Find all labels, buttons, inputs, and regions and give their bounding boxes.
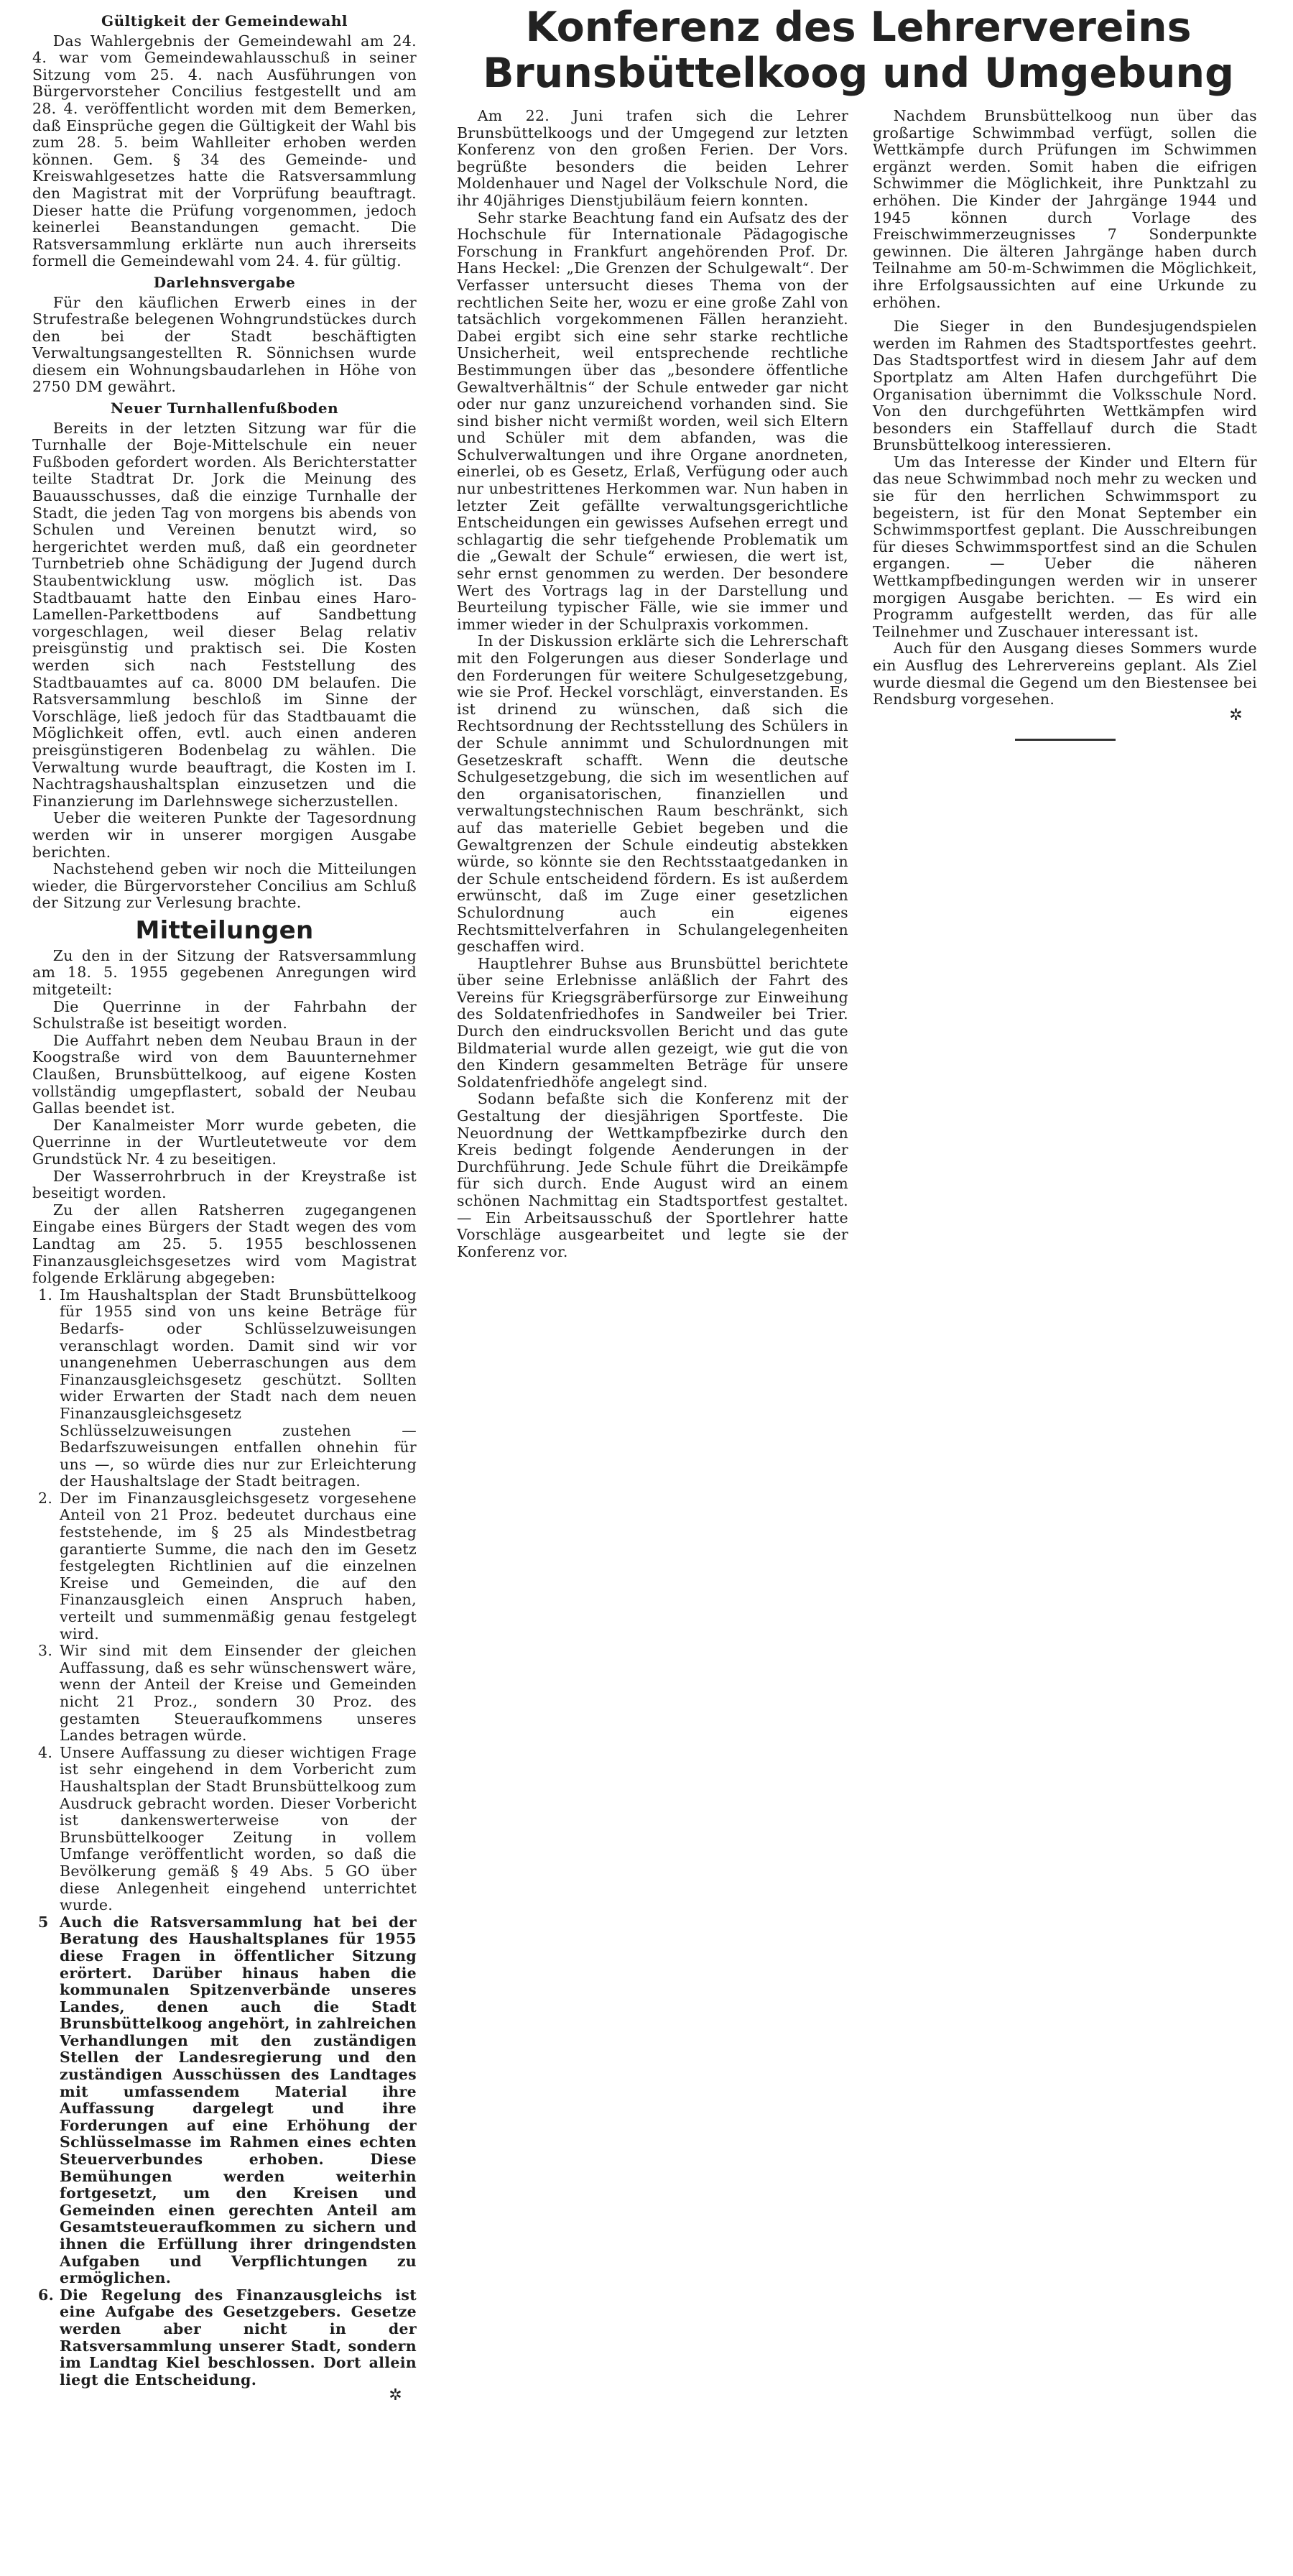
paragraph: Die Auffahrt neben dem Neubau Braun in der Koogstraße wird von dem Bauunternehmer Claußen, Brunsbüttelkoog, auf eigene Kosten vollständig umgepflastert, sobald der Neubau Gallas beendet ist. xyxy=(32,1031,417,1117)
end-star-icon: ✲ xyxy=(1229,706,1243,724)
list-text: Die Regelung des Finanzausgleichs ist eine Aufgabe des Gesetzgebers. Gesetze werden aber nicht in der Ratsversammlung unserer Stadt, sondern im Landtag Kiel beschlossen. Dort allein liegt die Entscheidung. xyxy=(60,2286,417,2388)
paragraph: Nachdem Brunsbüttelkoog nun über das großartige Schwimmbad verfügt, sollen die Wettkämpfe durch Prüfungen im Schwimmen ergänzt werden. Somit haben die eifrigen Schwimmer die Möglichkeit, ihre Punktzahl zu erhöhen. Die Kinder der Jahrgänge 1944 und 1945 können durch Vorlage des Freischwimmerzeugnisses 7 Sonderpunkte gewinnen. Die älteren Jahrgänge haben durch Teilnahme am 50-m-Schwimmen die Möglichkeit, ihre Erfolgsaussichten auf eine Urkunde zu erhöhen. xyxy=(873,107,1257,311)
headline-line-1: Konferenz des Lehrervereins xyxy=(525,4,1192,51)
list-item xyxy=(32,1745,417,1914)
paragraph: Der Kanalmeister Morr wurde gebeten, die Querrinne in der Wurtleutetweute vor dem Grundstück Nr. 4 zu beseitigen. xyxy=(32,1116,417,1168)
paragraph: In der Diskussion erklärte sich die Lehrerschaft mit den Folgerungen aus dieser Sonderlage und den Forderungen für weitere Schulgesetzgebung, wie sie Prof. Heckel vorschlägt, einverstanden. Es ist drinend zu wünschen, daß sich die Rechtsordnung der Rechtsstellung des Schülers in der Schule annimmt und Schulordnungen mit Gesetzeskraft schafft. Wenn die deutsche Schulgesetzgebung, die sich im wesentlichen auf den organisatorischen, finanziellen und verwaltungstechnischen Raum beschränkt, sich auf das materielle Gebiet begeben und die Gewaltgrenzen der Schule eindeutig abstekken würde, so könnte sie den Rechtsstaatgedanken in der Schule entscheidend fördern. Es ist außerdem erwünscht, daß im Zuge einer gesetzlichen Schulordnung auch ein eigenes Rechtsmittelverfahren in Schulangelegenheiten geschaffen wird. xyxy=(457,632,848,956)
subheading-turnhallenfussboden: Neuer Turnhallenfußboden xyxy=(110,400,339,417)
list-item xyxy=(32,1287,417,1490)
paragraph: Die Sieger in den Bundesjugendspielen werden im Rahmen des Stadtsportfestes geehrt. Das Stadtsportfest wird in diesem Jahr auf dem Sportplatz am Alten Hafen durchgeführt Die Organisation übernimmt die Volksschule Nord. Von den durchgeführten Wettkämpfen wird besonders ein Staffellauf durch die Stadt Brunsbüttelkoog interessieren. xyxy=(873,318,1257,454)
list-item xyxy=(32,1914,417,2287)
paragraph: Um das Interesse der Kinder und Eltern für das neue Schwimmbad noch mehr zu wecken und sie für den herrlichen Schwimmsport zu begeistern, ist für den Monat September ein Schwimmsportfest geplant. Die Ausschreibungen für dieses Schwimmsportfest sind an die Schulen ergangen. — Ueber die näheren Wettkampfbedingungen werden wir in unserer morgigen Ausgabe berichten. — Es wird ein Programm aufgestellt werden, das für alle Teilnehmer und Zuschauer interessant ist. xyxy=(873,453,1257,640)
end-star-icon: ✲ xyxy=(389,2386,402,2405)
paragraph: Das Wahlergebnis der Gemeindewahl am 24. 4. war vom Gemeindewahlausschuß in seiner Sitzung vom 25. 4. nach Ausführungen von Bürgervorsteher Concilius festgestellt und am 28. 4. veröffentlicht worden mit dem Bemerken, daß Einsprüche gegen die Gültigkeit der Wahl bis zum 28. 5. beim Wahlleiter erhoben werden können. Gem. § 34 des Gemeinde- und Kreiswahlgesetzes hatte die Ratsversammlung den Magistrat mit der Vorprüfung beauftragt. Dieser hatte die Prüfung vorgenommen, jedoch keinerlei Beanstandungen gemacht. Die Ratsversammlung erklärte nun auch ihrerseits formell die Gemeindewahl vom 24. 4. für gültig. xyxy=(32,32,417,270)
paragraph: Hauptlehrer Buhse aus Brunsbüttel berichtete über seine Erlebnisse anläßlich der Fahrt des Vereins für Kriegsgräberfürsorge zur Einweihung des Soldatenfriedhofes in Sandweiler bei Trier. Durch den eindrucksvollen Bericht und das gute Bildmaterial wurde allen gezeigt, wie gut die von den Kindern gesammelten Beträge für unsere Soldatenfriedhöfe angelegt sind. xyxy=(457,954,848,1091)
list-number: 4. xyxy=(38,1743,53,1761)
list-text: Der im Finanzausgleichsgesetz vorgesehene Anteil von 21 Proz. bedeutet durchaus eine feststehende, im § 25 als Mindestbetrag garantierte Summe, die nach den im Gesetz festgelegten Richtlinien auf die einzelnen Kreise und Gemeinden, die auf den Finanzausgleich einen Anspruch haben, verteilt und summenmäßig genau festgelegt wird. xyxy=(60,1489,417,1643)
list-number: 5 xyxy=(38,1913,49,1931)
paragraph: Auch für den Ausgang dieses Sommers wurde ein Ausflug des Lehrervereins geplant. Als Ziel wurde diesmal die Gegend um den Biestensee bei Rendsburg vorgesehen. xyxy=(873,640,1257,708)
column-council-report xyxy=(32,9,417,2403)
subheading-gemeindewahl: Gültigkeit der Gemeindewahl xyxy=(101,12,348,29)
paragraph: Sodann befaßte sich die Konferenz mit der Gestaltung der diesjährigen Sportfeste. Die Neuordnung der Wettkampfbezirke durch den Kreis bedingt folgende Aenderungen in der Durchführung. Jede Schule führt die Dreikämpfe für sich durch. Ende August wird an einem schönen Nachmittag ein Stadtsportfest gestaltet. — Ein Arbeitsausschuß der Sportlehrer hatte Vorschläge ausgearbeitet und legte sie der Konferenz vor. xyxy=(457,1090,848,1260)
article-headline xyxy=(460,4,1257,96)
column-conference-article-1 xyxy=(457,108,848,1260)
list-item xyxy=(32,1490,417,1643)
subheading-darlehnsvergabe: Darlehnsvergabe xyxy=(153,273,296,291)
list-item xyxy=(32,1643,417,1745)
list-number: 2. xyxy=(38,1489,53,1507)
statement-list xyxy=(32,1287,417,2389)
list-number: 6. xyxy=(38,2286,55,2304)
article-end-rule xyxy=(1015,739,1116,741)
paragraph: Bereits in der letzten Sitzung war für die Turnhalle der Boje-Mittelschule ein neuer Fußboden gefordert worden. Als Berichterstatter teilte Stadtrat Dr. Jork die Meinung des Bauausschusses, daß die einzige Turnhalle der Stadt, die jeden Tag von morgens bis abends von Schulen und Vereinen benutzt wird, so hergerichtet werden muß, daß ein geordneter Turnbetrieb ohne Schädigung der Jugend durch Staubentwicklung usw. möglich ist. Das Stadtbauamt hatte den Einbau eines Haro-Lamellen-Parkettbodens auf Sandbettung vorgeschlagen, weil dieser Belag relativ preisgünstig und praktisch sei. Die Kosten werden sich nach Feststellung des Stadtbauamtes auf ca. 8000 DM belaufen. Die Ratsversammlung beschloß im Sinne der Vorschläge, ließ jedoch für das Stadtbauamt die Möglichkeit offen, evtl. auch einen anderen preisgünstigeren Bodenbelag zu wählen. Die Verwaltung wurde beauftragt, die Kosten im I. Nachtragshaushaltsplan einzusetzen und die Finanzierung im Darlehnswege sicherzustellen. xyxy=(32,419,417,810)
paragraph: Der Wasserrohrbruch in der Kreystraße ist beseitigt worden. xyxy=(32,1167,417,1202)
paragraph: Zu der allen Ratsherren zugegangenen Eingabe eines Bürgers der Stadt wegen des vom Landtag am 25. 5. 1955 beschlossenen Finanzausgleichsgesetzes wird vom Magistrat folgende Erklärung abgegeben: xyxy=(32,1201,417,1287)
paragraph: Für den käuflichen Erwerb eines in der Strufestraße belegenen Wohngrundstückes durch den bei der Stadt beschäftigten Verwaltungsangestellten R. Sönnichsen wurde diesem ein Wohnungsbaudarlehen in Höhe von 2750 DM gewährt. xyxy=(32,293,417,396)
list-text: Unsere Auffassung zu dieser wichtigen Frage ist sehr eingehend in dem Vorbericht zum Haushaltsplan der Stadt Brunsbüttelkoog zum Ausdruck gebracht worden. Dieser Vorbericht ist dankenswerterweise von der Brunsbüttelkooger Zeitung in vollem Umfange veröffentlicht worden, so daß die Bevölkerung gemäß § 49 Abs. 5 GO über diese Anlegenheit eingehend unterrichtet wurde. xyxy=(60,1743,417,1914)
paragraph: Nachstehend geben wir noch die Mitteilungen wieder, die Bürgervorsteher Concilius am Schluß der Sitzung zur Verlesung brachte. xyxy=(32,860,417,912)
paragraph: Zu den in der Sitzung der Ratsversammlung am 18. 5. 1955 gegebenen Anregungen wird mitgeteilt: xyxy=(32,946,417,999)
list-number: 1. xyxy=(38,1285,53,1303)
list-item xyxy=(32,2287,417,2389)
paragraph: Ueber die weiteren Punkte der Tagesordnung werden wir in unserer morgigen Ausgabe berichten. xyxy=(32,809,417,861)
section-heading-mitteilungen: Mitteilungen xyxy=(135,915,314,945)
column-conference-article-2 xyxy=(873,108,1257,741)
paragraph: Sehr starke Beachtung fand ein Aufsatz des der Hochschule für Internationale Pädagogische Forschung in Frankfurt angehörenden Prof. Dr. Hans Heckel: „Die Grenzen der Schulgewalt“. Der Verfasser untersucht dieses Thema von der rechtlichen Seite her, wozu er eine große Zahl von tatsächlich vorgekommenen Fällen heranzieht. Dabei ergibt sich eine sehr starke rechtliche Unsicherheit, weil entsprechende rechtliche Bestimmungen über das „besondere öffentliche Gewaltverhältnis“ der Schule entweder gar nicht oder nur ganz unzureichend vorhanden sind. Sie sind bisher nicht vermißt worden, weil sich Eltern und Schüler mit dem abfanden, was die Schulverwaltungen und ihre Organe anordneten, einerlei, ob es Gesetz, Erlaß, Verfügung oder auch nur unbestrittenes Herkommen war. Nun haben in letzter Zeit gefällte verwaltungsgerichtliche Entscheidungen ein gewisses Aufsehen erregt und schlagartig die sehr tiefgehende Problematik um die „Gewalt der Schule“ erwiesen, die wert ist, sehr ernst genommen zu werden. Der besondere Wert des Vortrags lag in der Darstellung und Beurteilung typischer Fälle, wie sie immer und immer wieder in der Schulpraxis vorkommen. xyxy=(457,208,848,633)
list-text: Wir sind mit dem Einsender der gleichen Auffassung, daß es sehr wünschenswert wäre, wenn der Anteil der Kreise und Gemeinden nicht 21 Proz., sondern 30 Proz. des gestamten Steueraufkommens unseres Landes betragen würde. xyxy=(60,1642,417,1745)
list-text: Auch die Ratsversammlung hat bei der Beratung des Haushaltsplanes für 1955 diese Fragen in öffentlicher Sitzung erörtert. Darüber hinaus haben die kommunalen Spitzenverbände unseres Landes, denen auch die Stadt Brunsbüttelkoog angehört, in zahlreichen Verhandlungen mit den zuständigen Stellen der Landesregierung und den zuständigen Ausschüssen des Landtages mit umfassendem Material ihre Auffassung dargelegt und ihre Forderungen auf eine Erhöhung der Schlüsselmasse im Rahmen eines echten Steuerverbundes erhoben. Diese Bemühungen werden weiterhin fortgesetzt, um den Kreisen und Gemeinden einen gerechten Anteil am Gesamtsteueraufkommen zu sichern und ihnen die Erfüllung ihrer dringendsten Aufgaben und Verpflichtungen zu ermöglichen. xyxy=(60,1913,417,2287)
list-text: Im Haushaltsplan der Stadt Brunsbüttelkoog für 1955 sind von uns keine Beträge für Bedarfs- oder Schlüsselzuweisungen veranschlagt worden. Damit sind wir vor unangenehmen Ueberraschungen aus dem Finanzausgleichsgesetz geschützt. Sollten wider Erwarten der Stadt nach dem neuen Finanzausgleichsgesetz Schlüsselzuweisungen zustehen — Bedarfszuweisungen entfallen ohnehin für uns —, so würde dies nur zur Erleichterung der Haushaltslage der Stadt beitragen. xyxy=(60,1285,417,1490)
paragraph: Am 22. Juni trafen sich die Lehrer Brunsbüttelkoogs und der Umgegend zur letzten Konferenz von den großen Ferien. Der Vors. begrüßte besonders die beiden Lehrer Moldenhauer und Nagel der Volkschule Nord, die ihr 40jähriges Dienstjubiläum feiern konnten. xyxy=(457,107,848,209)
headline-line-2: Brunsbüttelkoog und Umgebung xyxy=(483,50,1234,97)
paragraph: Die Querrinne in der Fahrbahn der Schulstraße ist beseitigt worden. xyxy=(32,997,417,1033)
list-number: 3. xyxy=(38,1642,53,1660)
